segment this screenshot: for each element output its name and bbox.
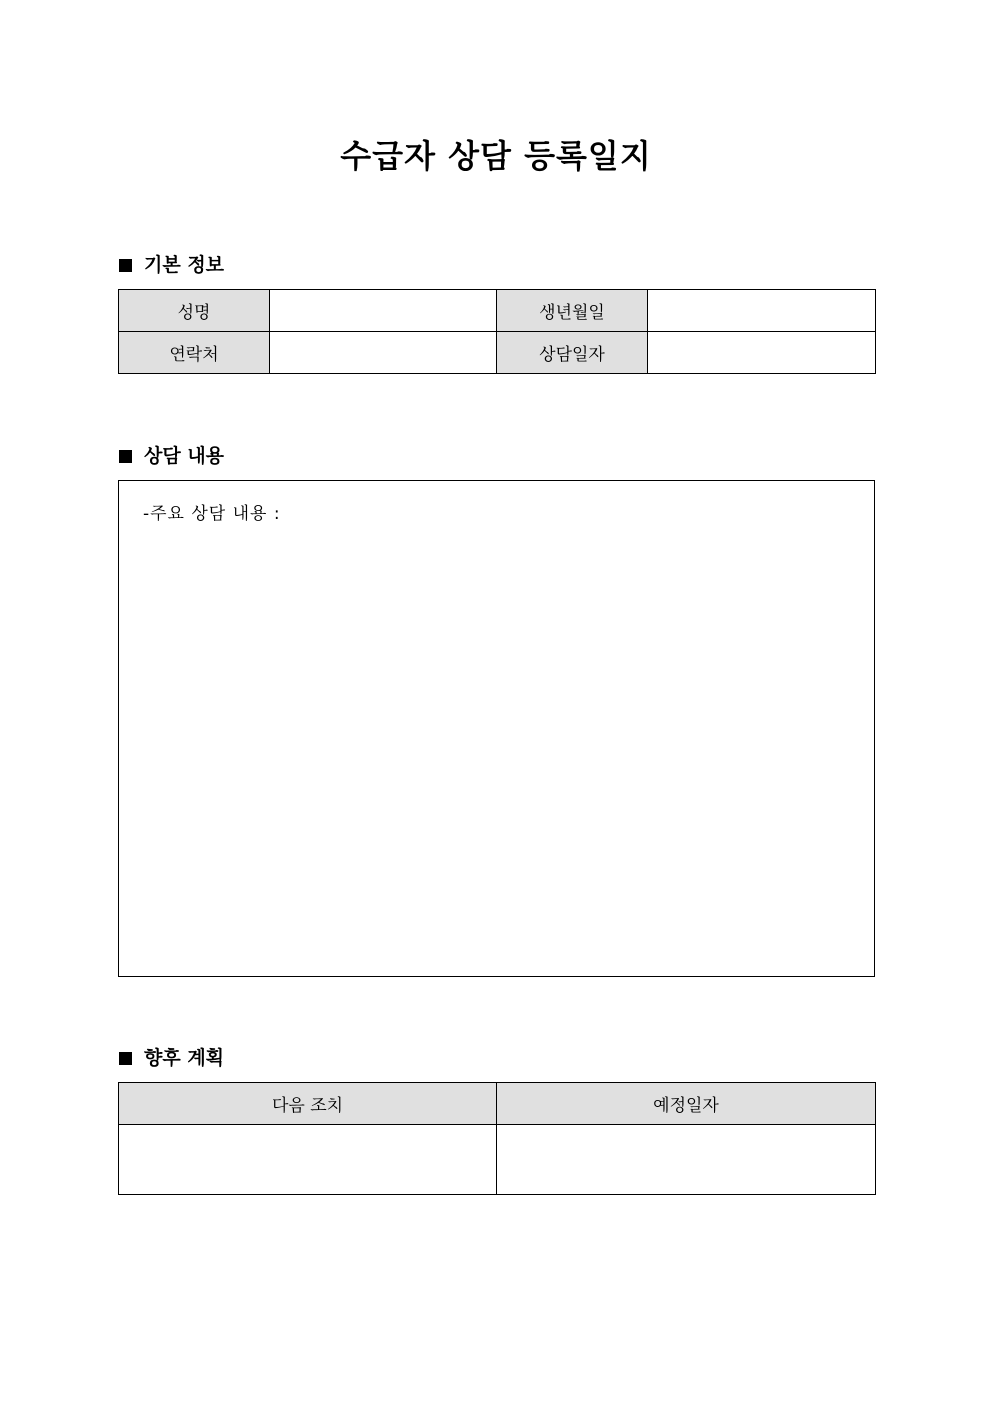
consultation-heading-text: 상담 내용	[144, 445, 225, 467]
consult-date-field[interactable]	[648, 332, 876, 374]
table-row	[119, 332, 876, 374]
plan-heading	[119, 1045, 224, 1071]
table-row	[119, 290, 876, 332]
next-action-header: 다음 조치	[119, 1083, 497, 1125]
next-action-field[interactable]	[119, 1125, 497, 1195]
basic-info-table	[118, 289, 876, 374]
square-bullet-icon	[119, 259, 132, 272]
page-title: 수급자 상담 등록일지	[340, 137, 652, 175]
basic-info-heading-text: 기본 정보	[144, 254, 225, 276]
square-bullet-icon	[119, 1052, 132, 1065]
scheduled-date-header: 예정일자	[497, 1083, 876, 1125]
birthdate-field[interactable]	[648, 290, 876, 332]
consultation-content-box[interactable]	[118, 480, 875, 977]
consult-date-label: 상담일자	[497, 332, 648, 374]
consultation-heading	[119, 443, 224, 469]
table-row	[119, 1125, 876, 1195]
square-bullet-icon	[119, 450, 132, 463]
contact-label: 연락처	[119, 332, 270, 374]
table-header-row	[119, 1083, 876, 1125]
basic-info-heading	[119, 252, 224, 278]
name-label: 성명	[119, 290, 270, 332]
plan-heading-text: 향후 계획	[144, 1047, 225, 1069]
plan-table	[118, 1082, 876, 1195]
contact-field[interactable]	[270, 332, 497, 374]
main-consultation-label: -주요 상담 내용 :	[143, 504, 281, 524]
birthdate-label: 생년월일	[497, 290, 648, 332]
scheduled-date-field[interactable]	[497, 1125, 876, 1195]
name-field[interactable]	[270, 290, 497, 332]
